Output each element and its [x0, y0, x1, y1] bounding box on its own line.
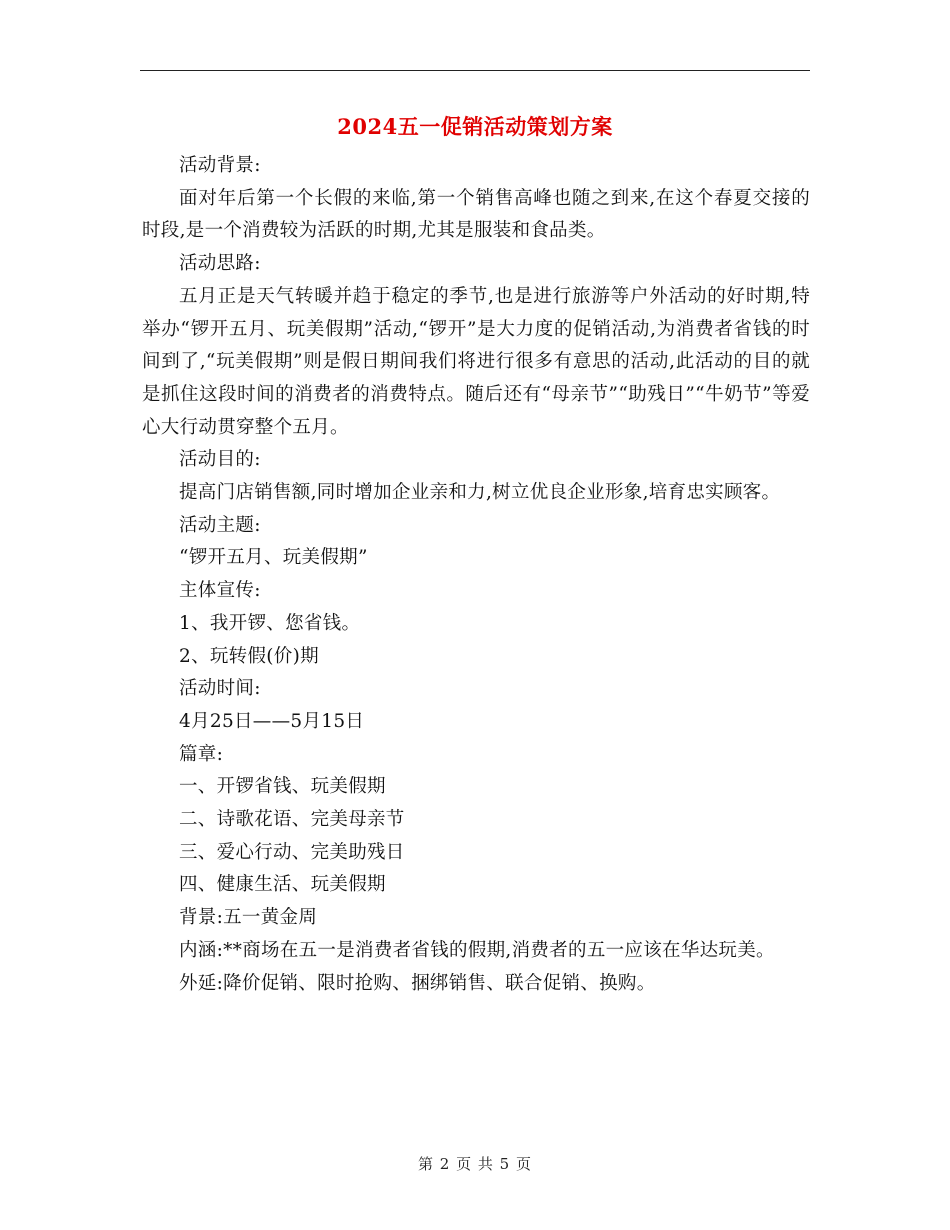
paragraph: 内涵:**商场在五一是消费者省钱的假期,消费者的五一应该在华达玩美。	[179, 939, 775, 961]
document-body	[142, 150, 810, 1000]
paragraph: 面对年后第一个长假的来临,第一个销售高峰也随之到来,在这个春夏交接的时段,是一个消费较为活跃的时期,尤其是服装和食品类。	[142, 187, 810, 242]
header-rule	[140, 70, 810, 71]
document-title: 2024五一促销活动策划方案	[337, 114, 613, 139]
paragraph: 四、健康生活、玩美假期	[179, 874, 386, 896]
paragraph: 主体宣传:	[179, 580, 261, 602]
paragraph: 二、诗歌花语、完美母亲节	[179, 809, 405, 831]
paragraph: 活动时间:	[179, 678, 261, 700]
paragraph: 活动主题:	[179, 514, 261, 536]
paragraph: 活动背景:	[179, 155, 261, 176]
paragraph: 三、爱心行动、完美助残日	[179, 841, 405, 863]
paragraph: 活动目的:	[179, 449, 261, 471]
paragraph: 活动思路:	[179, 253, 261, 275]
paragraph: 篇章:	[179, 743, 224, 765]
paragraph: 五月正是天气转暖并趋于稳定的季节,也是进行旅游等户外活动的好时期,特举办“锣开五月、玩美假期”活动,“锣开”是大力度的促销活动,为消费者省钱的时间到了,“玩美假期”则是假日期间我们将进行很多有意思的活动,此活动的目的就是抓住这段时间的消费者的消费特点。随后还有“母亲节”“助残日”“牛奶节”等爱心大行动贯穿整个五月。	[142, 285, 810, 438]
paragraph: 4月25日——5月15日	[179, 710, 365, 732]
paragraph: 1、我开锣、您省钱。	[179, 612, 361, 634]
paragraph: 背景:五一黄金周	[179, 907, 318, 929]
paragraph: 一、开锣省钱、玩美假期	[179, 776, 386, 798]
page-number-footer: 第 2 页 共 5 页	[418, 1155, 532, 1173]
paragraph: 2、玩转假(价)期	[179, 645, 319, 667]
paragraph: 外延:降价促销、限时抢购、捆绑销售、联合促销、换购。	[179, 972, 656, 994]
paragraph: “锣开五月、玩美假期”	[179, 547, 368, 569]
paragraph: 提高门店销售额,同时增加企业亲和力,树立优良企业形象,培育忠实顾客。	[179, 482, 781, 504]
